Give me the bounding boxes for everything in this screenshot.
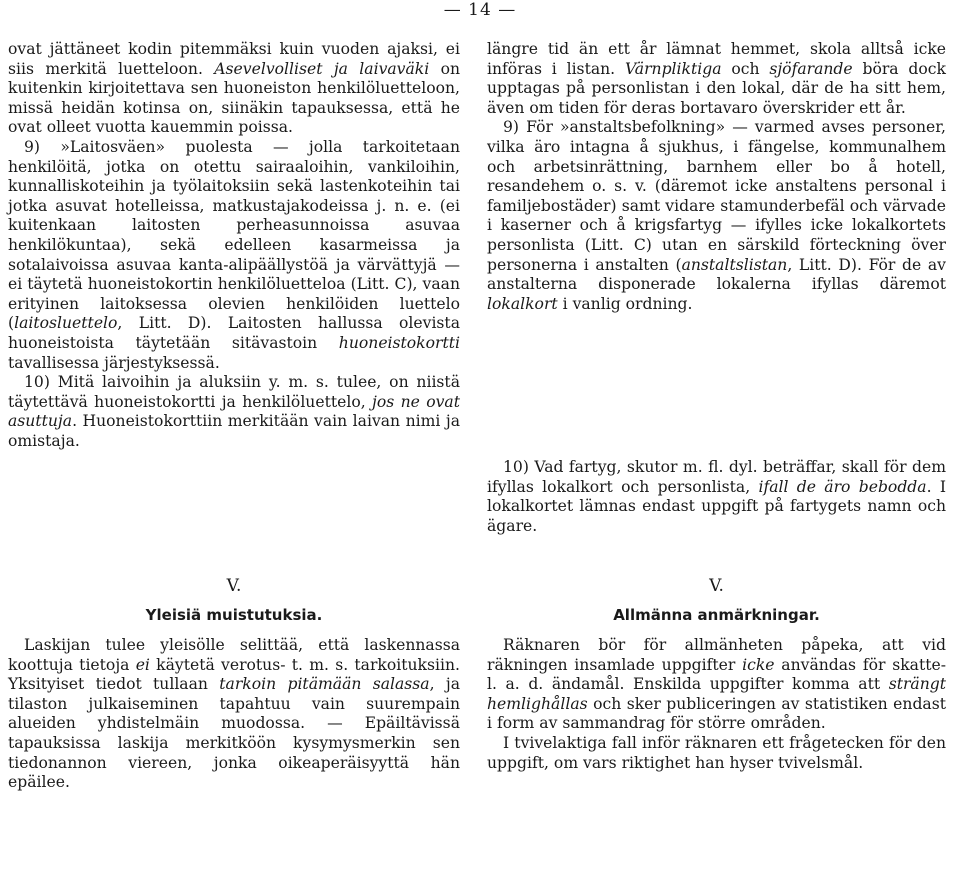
swedish-column-note10 bbox=[487, 458, 946, 536]
swedish-column-upper bbox=[487, 40, 946, 314]
swedish-note-10: 10) Vad fartyg, skutor m. fl. dyl. beträffar, skall för dem ifyllas lokalkort och personlista, ifall de äro bebodda. I lokalkortet lämnas endast uppgift på fartygets namn och ägare. bbox=[487, 458, 947, 535]
finnish-intro-paragraph: ovat jättäneet kodin pitemmäksi kuin vuoden ajaksi, ei siis merkitä luetteloon. Asevelvolliset ja laivaväki on kuitenkin kirjoitettava sen huoneiston henkilöluetteloon, missä heidän kotinsa on, siinäkin tapauksessa, että he ovat olleet vuotta kauemmin poissa. bbox=[8, 40, 461, 137]
swedish-section-heading: Allmänna anmärkningar. bbox=[613, 606, 820, 624]
finnish-note-10: 10) Mitä laivoihin ja aluksiin y. m. s. tulee, on niistä täytettävä huoneistokortti ja henkilöluettelo, jos ne ovat asuttuja. Huoneistokorttiin merkitään vain laivan nimi ja omistaja. bbox=[8, 373, 460, 450]
page-number: — 14 — bbox=[443, 0, 517, 20]
swedish-general-remarks: Räknaren bör för allmänheten påpeka, att vid räkningen insamlade uppgifter icke användas för skatte- l. a. d. ändamål. Enskilda uppgifter komma att strängt hemlighållas och sker publiceringen av statistiken endast i form av sammandrag för större områden. bbox=[487, 636, 946, 733]
swedish-general-remarks-2: I tvivelaktiga fall inför räknaren ett frågetecken för den uppgift, om vars riktighet han hyser tvivelsmål. bbox=[487, 733, 946, 772]
swedish-column-lower bbox=[487, 636, 946, 773]
finnish-column-lower bbox=[8, 636, 460, 793]
swedish-note-9: 9) För »anstaltsbefolkning» — varmed avses personer, vilka äro intagna å sjukhus, i fängelse, kommunalhem och arbetsinrättning, barnhem eller bo å hotell, resandehem o. s. v. (däremot icke anstaltens personal i familjebostäder) samt vidare stamunderbefäl och värvade i kaserner och å krigsfartyg — ifylles icke lokalkortets personlista (Litt. C) utan en särskild förteckning över personerna i anstalten (anstaltslistan, Litt. D). För de av anstalterna disponerade lokalerna ifyllas däremot lokalkort i vanlig ordning. bbox=[487, 118, 946, 313]
swedish-intro-paragraph: längre tid än ett år lämnat hemmet, skola alltså icke införas i listan. Värnpliktiga och sjöfarande böra dock upptagas på personlistan i den lokal, där de ha sitt hem, även om tiden för deras bortavaro överskrider ett år. bbox=[487, 40, 946, 117]
finnish-note-9: 9) »Laitosväen» puolesta — jolla tarkoitetaan henkilöitä, jotka on otettu sairaaloihin, vankiloihin, kunnalliskoteihin ja työlaitoksiin sekä lastenkoteihin tai jotka asuvat hotelleissa, matkustajakodeissa j. n. e. (ei kuitenkaan laitosten perheasunnoissa asuvaa henkilökuntaa), sekä edelleen kasarmeissa ja sotalaivoissa asuvaa kanta-alipäällystöä ja värvättyjä — ei täytetä huoneistokortin henkilöluetteloa (Litt. C), vaan erityinen laitoksessa olevien henkilöiden luettelo (laitosluettelo, Litt. D). Laitosten hallussa olevista huoneistoista täytetään sitävastoin huoneistokortti tavallisessa järjestyksessä. bbox=[8, 137, 460, 372]
swedish-section-numeral: V. bbox=[709, 576, 724, 596]
finnish-general-remarks: Laskijan tulee yleisölle selittää, että laskennassa koottuja tietoja ei käytetä verotus- t. m. s. tarkoituksiin. Yksityiset tiedot tullaan tarkoin pitämään salassa, ja tilaston julkaiseminen tapahtuu vain suurempain alueiden yhdistelmäin muodossa. — Epäiltävissä tapauksissa laskija merkitköön kysymysmerkin sen tiedonannon viereen, jonka oikeaperäisyyttä hän epäilee. bbox=[8, 636, 461, 792]
finnish-section-numeral: V. bbox=[226, 576, 242, 596]
finnish-column-upper bbox=[8, 40, 460, 451]
finnish-section-heading: Yleisiä muistutuksia. bbox=[145, 606, 323, 624]
